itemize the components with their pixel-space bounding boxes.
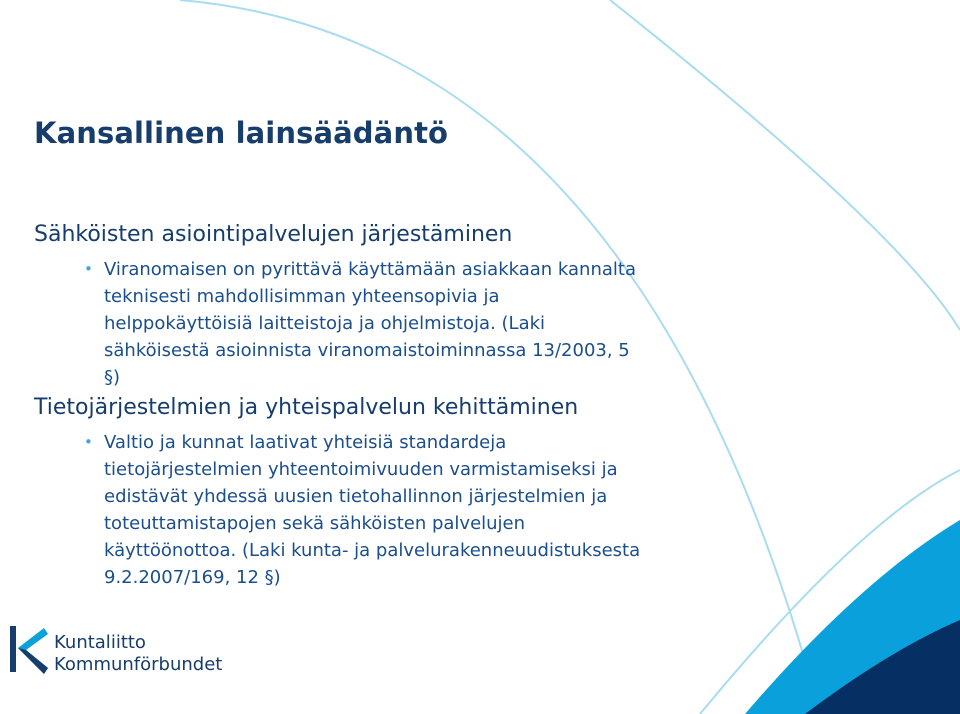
- bullet-line: teknisesti mahdollisimman yhteensopivia ja: [104, 286, 500, 307]
- logo-text-line: Kommunförbundet: [54, 654, 223, 675]
- bullet-line: §): [104, 367, 121, 388]
- bullet-line: käyttöönottoa. (Laki kunta- ja palvelurakenneuudistuksesta: [104, 540, 641, 561]
- logo-text: [54, 632, 222, 676]
- logo-text-line: Kuntaliitto: [54, 632, 146, 653]
- kuntaliitto-logo: [6, 622, 266, 682]
- bullet-item: [84, 256, 734, 391]
- bullet-line: 9.2.2007/169, 12 §): [104, 567, 281, 588]
- bullet-line: sähköisestä asioinnista viranomaistoiminnassa 13/2003, 5: [104, 340, 630, 361]
- bullet-list: [34, 256, 734, 391]
- bullet-line: tietojärjestelmien yhteentoimivuuden varmistamiseksi ja: [104, 459, 618, 480]
- bullet-line: Valtio ja kunnat laativat yhteisiä standardeja: [104, 432, 507, 453]
- section-heading: Sähköisten asiointipalvelujen järjestäminen: [34, 222, 513, 247]
- bullet-dot-icon: •: [84, 433, 93, 451]
- bullet-line: helppokäyttöisiä laitteistoja ja ohjelmistoja. (Laki: [104, 313, 546, 334]
- bullet-dot-icon: •: [84, 260, 93, 278]
- kuntaliitto-logo-mark-icon: [6, 622, 50, 678]
- bullet-line: edistävät yhdessä uusien tietohallinnon järjestelmien ja: [104, 486, 608, 507]
- bullet-line: toteuttamistapojen sekä sähköisten palvelujen: [104, 513, 526, 534]
- slide-title: Kansallinen lainsäädäntö: [34, 116, 449, 150]
- section-heading: Tietojärjestelmien ja yhteispalvelun kehittäminen: [34, 395, 579, 420]
- bullet-item: [84, 429, 734, 591]
- bullet-line: Viranomaisen on pyrittävä käyttämään asiakkaan kannalta: [104, 259, 636, 280]
- bullet-list: [34, 429, 734, 591]
- slide-content: [34, 220, 734, 593]
